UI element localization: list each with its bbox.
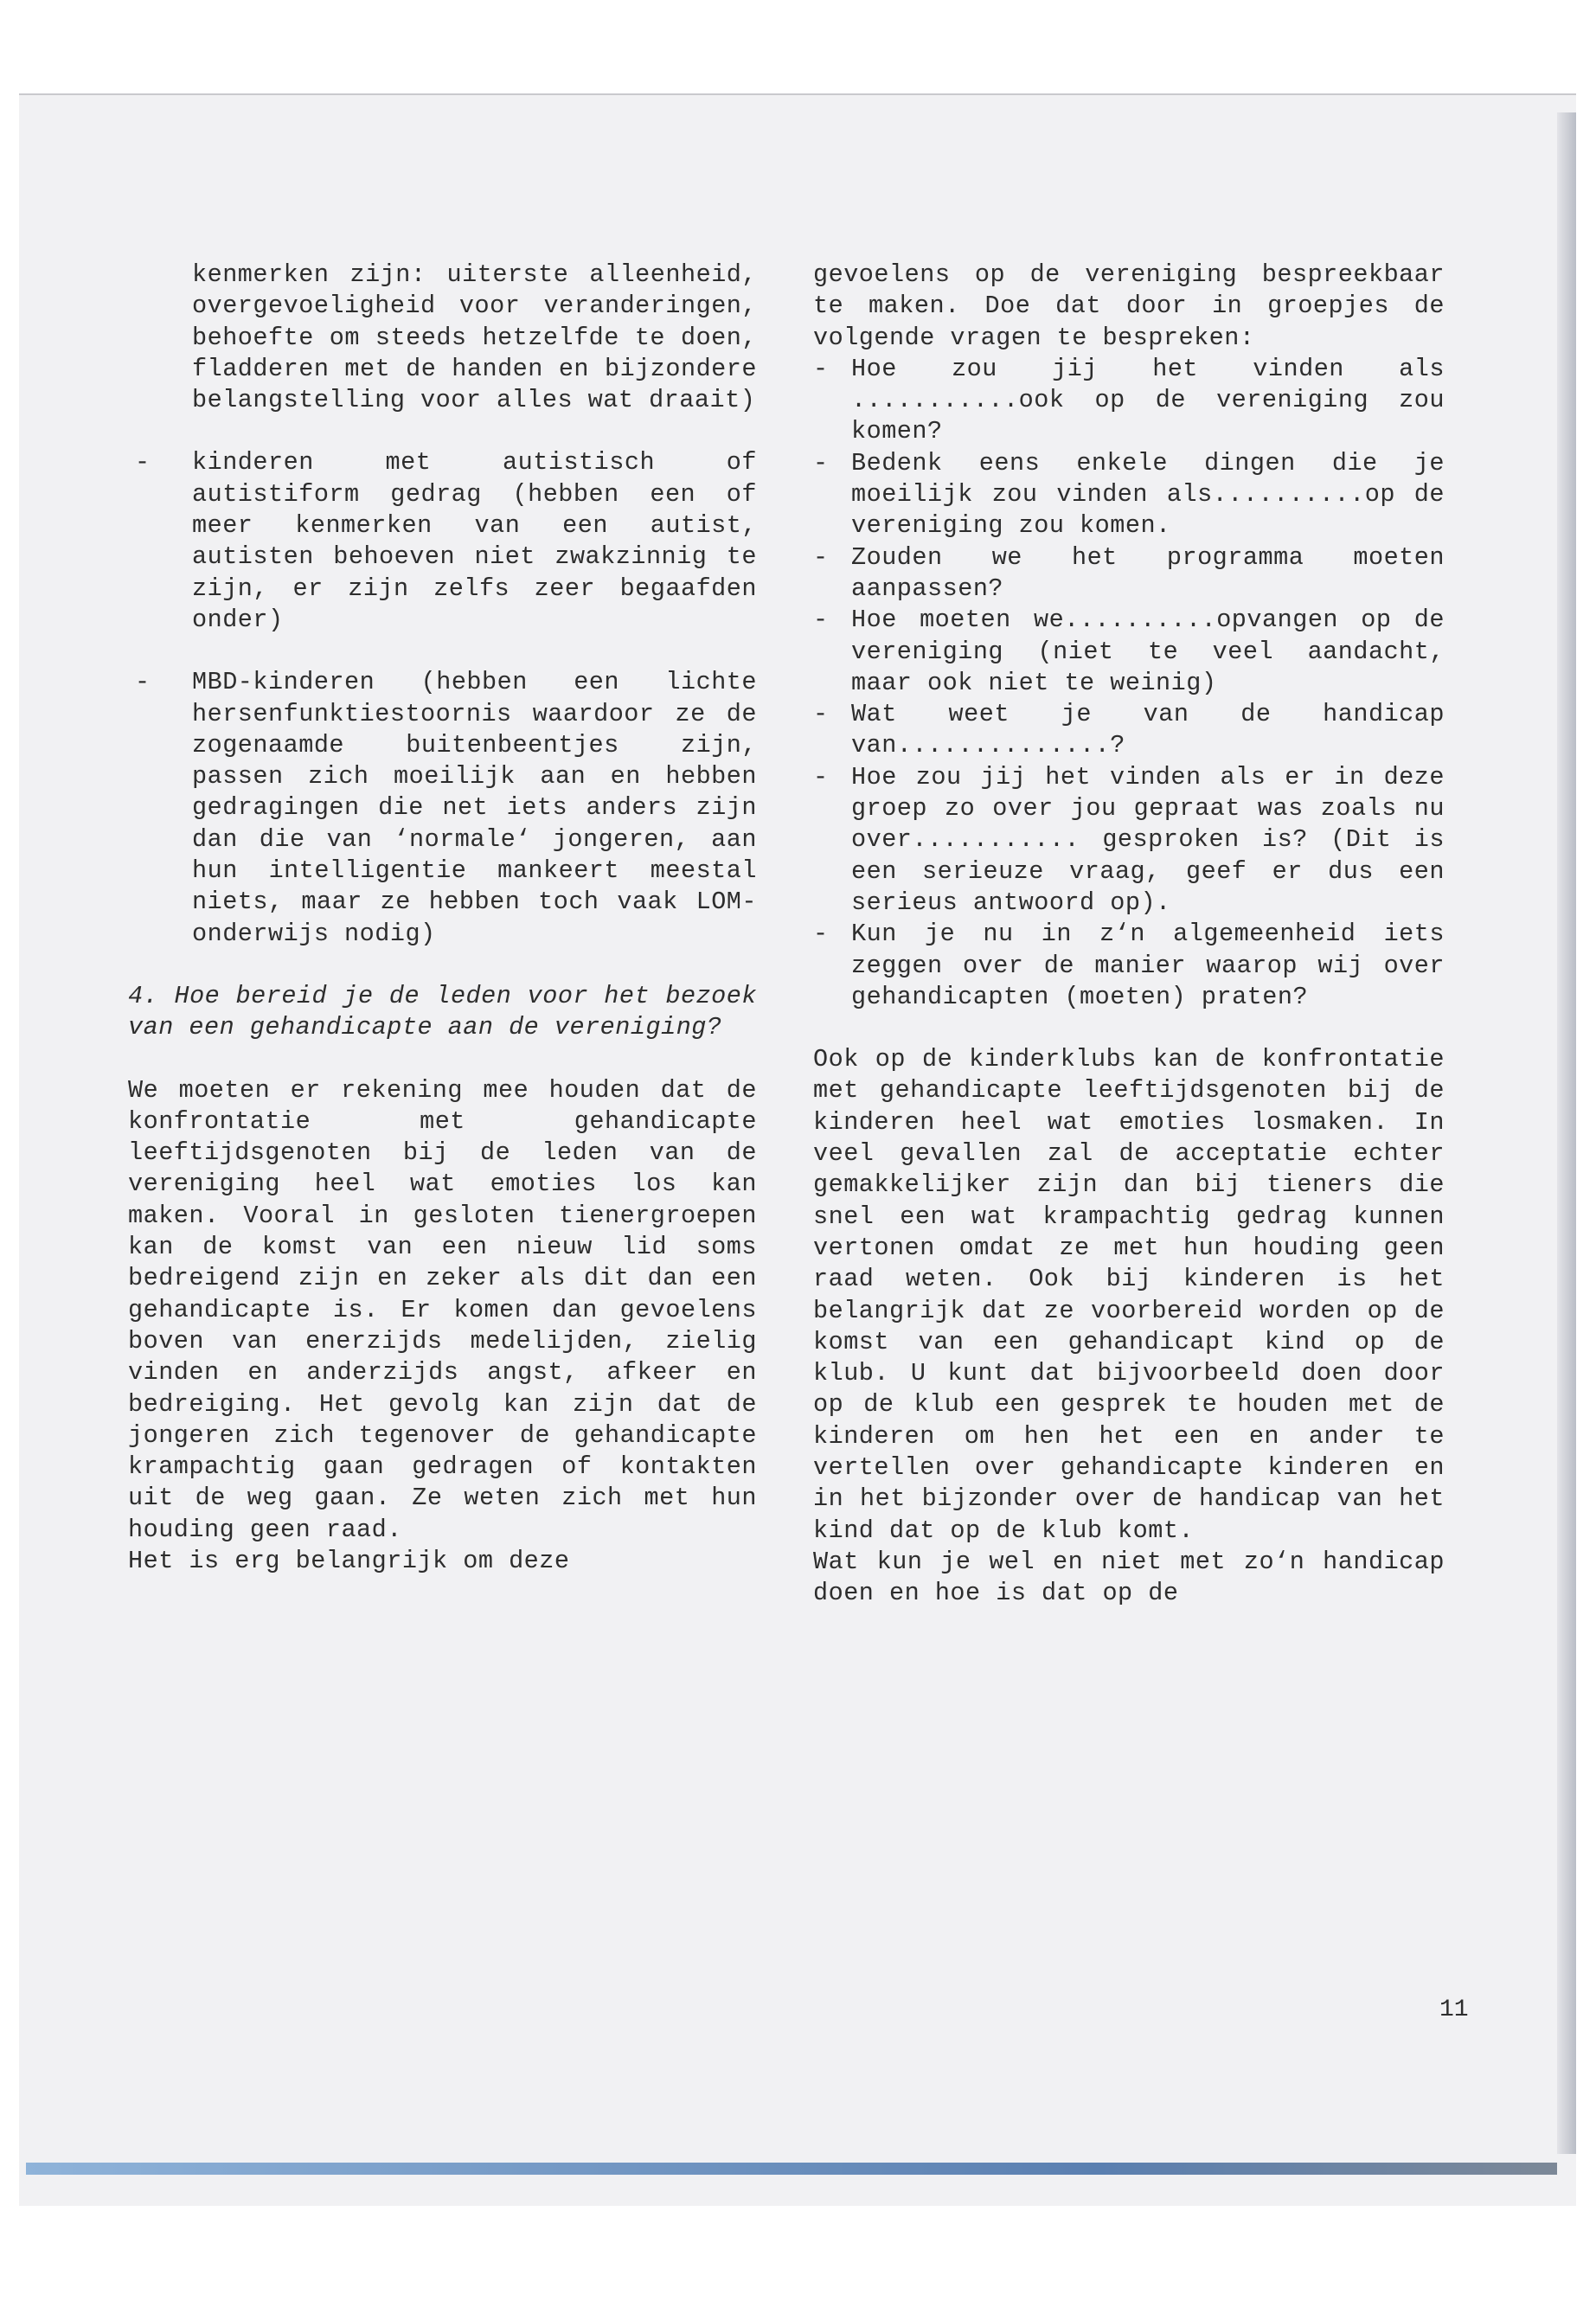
page-binding-edge: [1557, 112, 1576, 2154]
bullet-marker: -: [813, 448, 829, 478]
bullet-marker: -: [813, 920, 829, 949]
list-item-text: Hoe zou jij het vinden als ...........ook op de vereniging zou komen?: [851, 354, 1445, 446]
list-item-text: Hoe zou jij het vinden als er in deze groep zo over jou gepraat was zoals nu over........... gesproken is? (Dit is een serieuze vraag, geef er dus een serieus antwoord op).: [851, 762, 1445, 917]
bullet-marker: -: [813, 542, 829, 572]
intro-text: gevoelens op de vereniging bespreekbaar te maken. Doe dat door in groepjes de volgende vragen te bespreken:: [813, 260, 1445, 352]
section-heading: 4. Hoe bereid je de leden voor het bezoek van een gehandicapte aan de vereniging?: [128, 981, 757, 1042]
list-item: [813, 605, 1445, 699]
list-item-text: Kun je nu in z‘n algemeenheid iets zeggen over de manier waarop wij over gehandicapten (moeten) praten?: [851, 920, 1445, 1011]
bullet-marker: -: [813, 606, 829, 635]
list-item: [813, 354, 1445, 448]
list-item-text: MBD-kinderen (hebben een lichte hersenfunktiestoornis waardoor ze de zogenaamde buitenbeentjes zijn, passen zich moeilijk aan en hebben gedragingen die net iets anders zijn dan die van ‘normale‘ jongeren, aan hun intelligentie mankeert meestal niets, maar ze hebben toch vaak LOM-onderwijs nodig): [192, 668, 757, 948]
list-item: [813, 542, 1445, 606]
opening-text: kenmerken zijn: uiterste alleenheid, overgevoeligheid voor veranderingen, behoefte om steeds hetzelfde te doen, fladderen met de handen en bijzondere belangstelling voor alles wat draait): [192, 260, 757, 415]
bullet-marker: -: [813, 762, 829, 792]
list-item: [813, 448, 1445, 542]
list-item: [128, 667, 757, 950]
list-item: [813, 699, 1445, 762]
cover-edge-strip: [26, 2163, 1557, 2175]
bullet-marker: -: [813, 354, 829, 383]
list-item: [813, 919, 1445, 1013]
list-item-text: Bedenk eens enkele dingen die je moeilijk zou vinden als..........op de vereniging zou komen.: [851, 448, 1445, 541]
list-item-text: Hoe moeten we..........opvangen op de vereniging (niet te veel aandacht, maar ook niet te weinig): [851, 606, 1445, 697]
trailing-line: Wat kun je wel en niet met zo‘n handicap doen en hoe is dat op de: [813, 1547, 1445, 1608]
list-item-text: Wat weet je van de handicap van..............?: [851, 700, 1445, 760]
page-number: 11: [1439, 1997, 1469, 2023]
bullet-marker: -: [135, 448, 151, 478]
list-item: [813, 762, 1445, 919]
bullet-marker: -: [135, 668, 151, 697]
list-item-text: kinderen met autistisch of autistiform gedrag (hebben een of meer kenmerken van een autist, autisten behoeven niet zwakzinnig te zijn, er zijn zelfs zeer begaafden onder): [192, 448, 757, 634]
bullet-marker: -: [813, 700, 829, 729]
trailing-line: Het is erg belangrijk om deze: [128, 1546, 570, 1575]
list-item: [128, 447, 757, 636]
body-paragraph: Ook op de kinderklubs kan de konfrontatie met gehandicapte leeftijdsgenoten bij de kinderen heel wat emoties losmaken. In veel gevallen zal de acceptatie echter gemakkelijker zijn dan bij tieners die snel een wat krampachtig gedrag kunnen vertonen omdat ze met hun houding geen raad weten. Ook bij kinderen is het belangrijk dat ze voorbereid worden op de komst van een gehandicapt kind op de klub. U kunt dat bijvoorbeeld doen door op de klub een gesprek te houden met de kinderen om hen het een en ander te vertellen over gehandicapte kinderen en in het bijzonder over de handicap van het kind dat op de klub komt.: [813, 1045, 1445, 1545]
list-item-text: Zouden we het programma moeten aanpassen?: [851, 542, 1445, 603]
right-column: [813, 260, 1445, 1609]
body-paragraph: We moeten er rekening mee houden dat de konfrontatie met gehandicapte leeftijdsgenoten bij de leden van de vereniging heel wat emoties los kan maken. Vooral in gesloten tienergroepen kan de komst van een nieuw lid soms bedreigend zijn en zeker als dit dan een gehandicapte is. Er komen dan gevoelens boven van enerzijds medelijden, zielig vinden en anderzijds angst, afkeer en bedreiging. Het gevolg kan zijn dat de jongeren zich tegenover de gehandicapte krampachtig gaan gedragen of kontakten uit de weg gaan. Ze weten zich met hun houding geen raad.: [128, 1075, 757, 1544]
left-column: [128, 260, 757, 1577]
